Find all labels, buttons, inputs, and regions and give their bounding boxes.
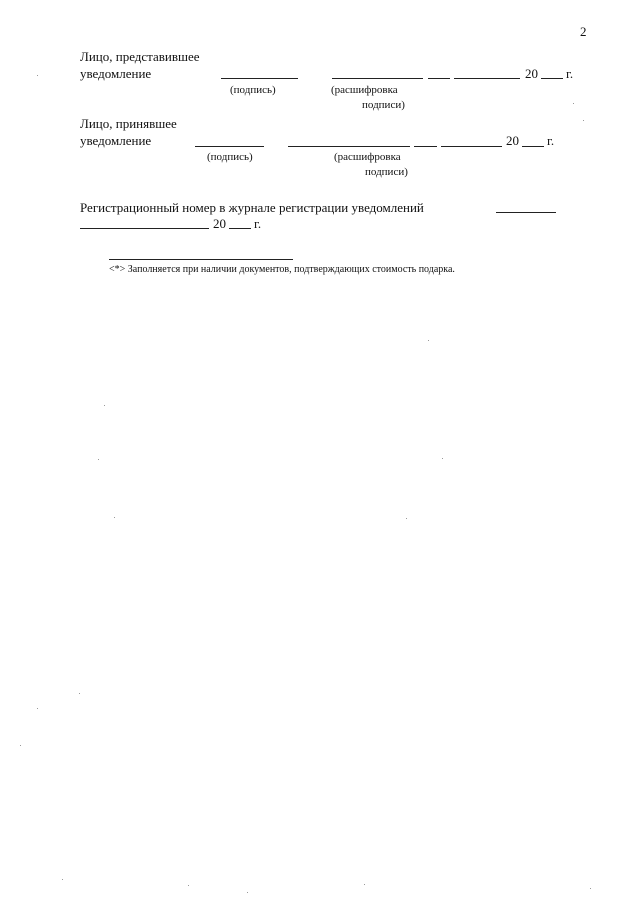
footnote-separator <box>109 259 293 260</box>
registration-year-suffix: г. <box>254 216 262 231</box>
accepted-label-line1: Лицо, принявшее <box>80 116 177 131</box>
scan-speck <box>104 405 105 406</box>
scan-speck <box>442 458 443 459</box>
submitted-label-line1: Лицо, представившее <box>80 49 200 64</box>
registration-date-line <box>80 228 209 229</box>
submitted-day-line <box>428 78 450 79</box>
accepted-signature-caption: (подпись) <box>207 151 253 163</box>
accepted-year-prefix: 20 <box>506 133 519 148</box>
submitted-year-prefix: 20 <box>525 66 538 81</box>
accepted-decoding-caption-line1: (расшифровка <box>334 151 401 163</box>
submitted-signature-caption: (подпись) <box>230 84 276 96</box>
accepted-signature-line <box>195 146 264 147</box>
submitted-label-line2: уведомление <box>80 66 152 81</box>
scan-speck <box>114 517 115 518</box>
scan-speck <box>98 459 99 460</box>
submitted-decoding-caption-line2: подписи) <box>362 99 405 111</box>
accepted-decoding-caption-line2: подписи) <box>365 166 408 178</box>
scan-speck <box>406 518 407 519</box>
accepted-year-suffix: г. <box>547 133 555 148</box>
accepted-label-line2: уведомление <box>80 133 152 148</box>
registration-year-line <box>229 228 251 229</box>
scan-speck <box>62 879 63 880</box>
scan-speck <box>247 892 248 893</box>
submitted-month-line <box>454 78 520 79</box>
scan-speck <box>428 340 429 341</box>
scan-speck <box>583 120 584 121</box>
scan-speck <box>37 708 38 709</box>
registration-number-line <box>496 212 556 213</box>
submitted-year-line <box>541 78 563 79</box>
scan-speck <box>590 888 591 889</box>
scan-speck <box>79 693 80 694</box>
scan-speck <box>573 103 574 104</box>
submitted-decoding-line <box>332 78 423 79</box>
page-number: 2 <box>580 24 587 39</box>
scan-speck <box>364 884 365 885</box>
registration-label: Регистрационный номер в журнале регистрации уведомлений <box>80 200 424 215</box>
submitted-signature-line <box>221 78 298 79</box>
accepted-decoding-line <box>288 146 410 147</box>
registration-year-prefix: 20 <box>213 216 226 231</box>
accepted-year-line <box>522 146 544 147</box>
submitted-decoding-caption-line1: (расшифровка <box>331 84 398 96</box>
footnote-text: <*> Заполняется при наличии документов, подтверждающих стоимость подарка. <box>109 264 455 275</box>
accepted-month-line <box>441 146 502 147</box>
scan-speck <box>20 745 21 746</box>
scan-speck <box>188 885 189 886</box>
accepted-day-line <box>414 146 437 147</box>
scan-speck <box>37 75 38 76</box>
submitted-year-suffix: г. <box>566 66 574 81</box>
